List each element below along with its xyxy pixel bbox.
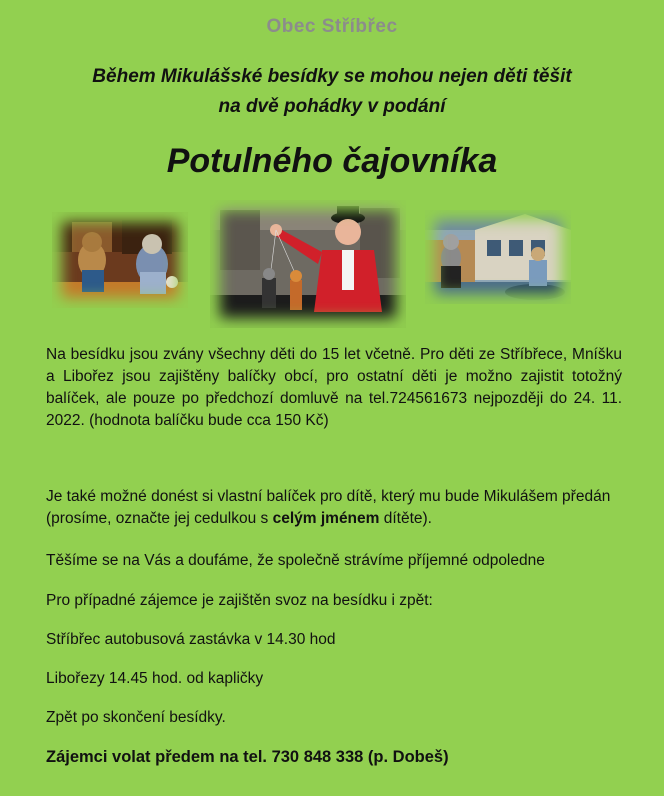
own-package-paragraph	[46, 486, 622, 530]
transport-intro: Pro případné zájemce je zajištěn svoz na besídku i zpět:	[46, 592, 433, 609]
own-package-text-end: dítěte).	[379, 510, 432, 527]
performer-title: Potulného čajovníka	[166, 142, 498, 180]
puppet-animals-photo	[52, 212, 188, 308]
puppet-stage-photo	[425, 210, 571, 304]
greeting-paragraph: Těšíme se na Vás a doufáme, že společně strávíme příjemné odpoledne	[46, 552, 545, 569]
puppeteer-photo	[210, 200, 406, 328]
invitation-paragraph: Na besídku jsou zvány všechny děti do 15 let včetně. Pro děti ze Stříbřece, Mníšku a Libořez jsou zajištěny balíčky obcí, pro ostatní děti je možno zajistit totožný balíček, ale pouze po předchozí domluvě na tel.724561673 nejpozději do 24. 11. 2022. (hodnota balíčku bude cca 150 Kč)	[46, 346, 622, 429]
transport-liborezy: Libořezy 14.45 hod. od kapličky	[46, 670, 264, 687]
intro-line-2: na dvě pohádky v podání	[218, 96, 446, 117]
municipality-header: Obec Stříbřec	[266, 16, 398, 37]
contact-line: Zájemci volat předem na tel. 730 848 338 (p. Dobeš)	[46, 748, 449, 766]
own-package-text: Je také možné donést si vlastní balíček pro dítě, který mu bude Mikulášem předán (prosíme, označte jej cedulkou s	[46, 488, 611, 527]
transport-return: Zpět po skončení besídky.	[46, 709, 226, 726]
full-name-emphasis: celým jménem	[272, 510, 380, 527]
transport-stribrec: Stříbřec autobusová zastávka v 14.30 hod	[46, 631, 336, 648]
intro-line-1: Během Mikulášské besídky se mohou nejen děti těšit	[92, 66, 572, 87]
intro-text	[0, 62, 664, 122]
